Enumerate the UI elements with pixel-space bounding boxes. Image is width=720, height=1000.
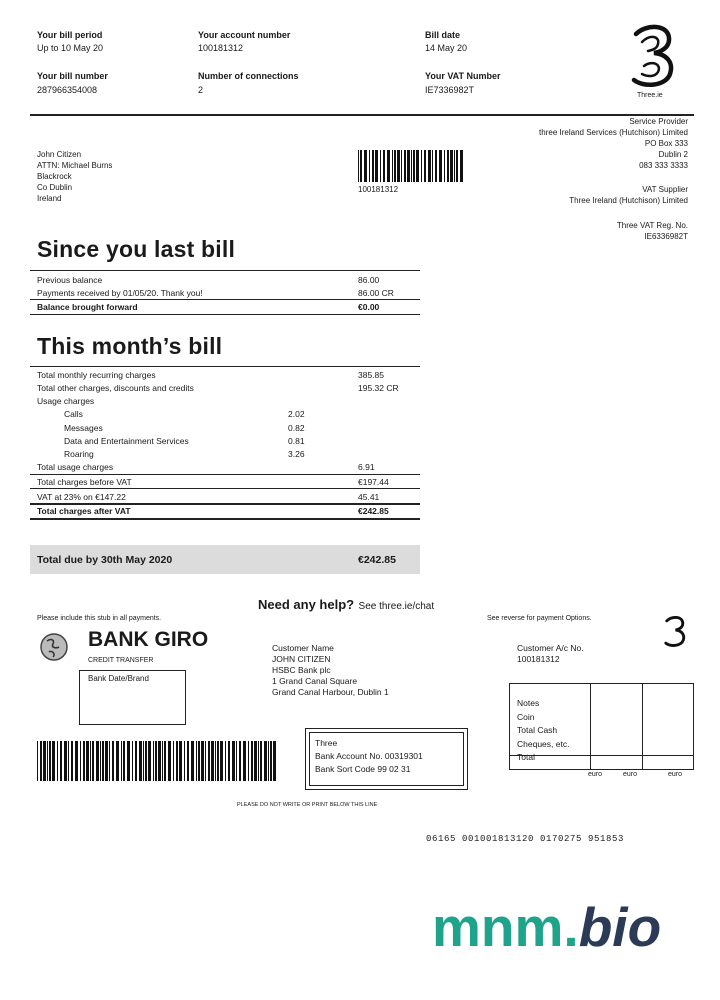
- connections-label: Number of connections: [198, 71, 299, 81]
- watermark-part1: mnm.: [432, 896, 579, 958]
- barcode-bar: [68, 741, 69, 781]
- barcode-bar: [225, 741, 226, 781]
- credit-transfer-subtitle: CREDIT TRANSFER: [88, 657, 154, 664]
- barcode-bar: [168, 741, 171, 781]
- euro-label: euro: [588, 771, 603, 778]
- grid-divider: [642, 684, 643, 769]
- barcode-bar: [392, 150, 393, 182]
- barcode-bar: [176, 741, 178, 781]
- barcode-bar: [164, 741, 166, 781]
- barcode-bar: [424, 150, 426, 182]
- barcode-bar: [155, 741, 157, 781]
- vat-reg-line: Three VAT Reg. No.: [616, 221, 688, 230]
- account-number-label: Your account number: [198, 30, 291, 40]
- barcode-bar: [413, 150, 415, 182]
- provider-line: Service Provider: [629, 117, 688, 126]
- barcode-bar: [102, 741, 104, 781]
- bill-number-value: 287966354008: [37, 85, 98, 95]
- vat-value: 45.41: [358, 492, 380, 502]
- total-usage-label: Total usage charges: [37, 462, 114, 472]
- barcode-bar: [411, 150, 412, 182]
- barcode-bar: [239, 741, 241, 781]
- watermark-part2: bio: [578, 896, 662, 958]
- watermark: [432, 897, 661, 957]
- usage-item-label: Calls: [64, 409, 83, 419]
- barcode-bar: [123, 741, 125, 781]
- barcode-bar: [139, 741, 142, 781]
- barcode-bar: [60, 741, 62, 781]
- barcode-bar: [148, 741, 151, 781]
- customer-address: [37, 149, 112, 204]
- barcode-bar: [191, 741, 194, 781]
- barcode-bar: [401, 150, 402, 182]
- section-divider: [30, 270, 420, 271]
- payment-row-label: Coin: [517, 711, 535, 722]
- before-vat-label: Total charges before VAT: [37, 477, 132, 487]
- giro-barcode: [37, 741, 277, 781]
- help-link[interactable]: See three.ie/chat: [358, 601, 435, 612]
- since-last-bill-title: Since you last bill: [37, 236, 236, 262]
- address-line: Co Dublin: [37, 183, 73, 192]
- provider-line: PO Box 333: [644, 139, 688, 148]
- barcode-bar: [236, 741, 237, 781]
- barcode-bar: [196, 741, 197, 781]
- barcode-bar: [100, 741, 101, 781]
- three-bank-box: [305, 728, 468, 790]
- total-usage-value: 6.91: [358, 462, 375, 472]
- barcode-bar: [215, 741, 216, 781]
- customer-name-label: Customer Name: [272, 643, 334, 653]
- total-due-value: €242.85: [358, 554, 396, 566]
- barcode-bar: [173, 741, 174, 781]
- three-bank-line: Bank Sort Code 99 02 31: [315, 764, 411, 774]
- three-logo-small-icon: [660, 614, 690, 650]
- vat-number-value: IE7336982T: [425, 85, 475, 95]
- do-not-write-note: PLEASE DO NOT WRITE OR PRINT BELOW THIS LINE: [237, 802, 378, 808]
- barcode-bar: [132, 741, 133, 781]
- three-logo: [622, 22, 684, 102]
- giro-account-label: Customer A/c No.: [517, 643, 584, 653]
- barcode-bar: [208, 741, 210, 781]
- bill-number-label: Your bill number: [37, 71, 108, 81]
- total-due-label: Total due by 30th May 2020: [37, 554, 173, 566]
- payment-row-label: Total: [517, 752, 535, 762]
- provider-line: Dublin 2: [658, 150, 688, 159]
- barcode-bar: [254, 741, 257, 781]
- barcode-bar: [394, 150, 396, 182]
- giro-customer-line: 1 Grand Canal Square: [272, 676, 358, 686]
- total-due-band: [30, 545, 420, 574]
- barcode-bar: [217, 741, 219, 781]
- usage-item-value: 3.26: [288, 449, 305, 459]
- barcode-bar: [52, 741, 55, 781]
- giro-customer-line: HSBC Bank plc: [272, 665, 331, 675]
- barcode-bar: [435, 150, 437, 182]
- previous-balance-label: Previous balance: [37, 275, 103, 285]
- barcode-bar: [220, 741, 223, 781]
- barcode-bar: [358, 150, 359, 182]
- giro-customer-line: JOHN CITIZEN: [272, 654, 331, 664]
- euro-label: euro: [668, 771, 683, 778]
- barcode-bar: [450, 150, 453, 182]
- barcode-bar: [270, 741, 272, 781]
- barcode-bar: [369, 150, 370, 182]
- barcode-bar: [80, 741, 81, 781]
- usage-charges-label: Usage charges: [37, 396, 95, 406]
- euro-label: euro: [623, 771, 638, 778]
- barcode-bar: [86, 741, 89, 781]
- other-charges-label: Total other charges, discounts and credits: [37, 383, 194, 393]
- after-vat-value: €242.85: [358, 506, 389, 516]
- payment-row-label: Total Cash: [517, 725, 558, 735]
- barcode-bar: [375, 150, 378, 182]
- vat-reg-line: IE6336982T: [644, 232, 688, 241]
- address-line: ATTN: Michael Burns: [37, 161, 113, 170]
- giro-account-value: 100181312: [517, 654, 560, 664]
- barcode-bar: [112, 741, 114, 781]
- barcode-bar: [211, 741, 214, 781]
- barcode-bar: [372, 150, 374, 182]
- usage-item-label: Roaring: [64, 449, 94, 459]
- bank-giro-title: BANK GIRO: [88, 628, 209, 651]
- barcode-bar: [258, 741, 259, 781]
- address-line: Blackrock: [37, 172, 72, 181]
- payment-labels: [517, 697, 569, 765]
- payment-grid: [509, 683, 694, 770]
- barcode-bar: [454, 150, 455, 182]
- vat-supplier-line: VAT Supplier: [642, 185, 688, 194]
- barcode-bar: [439, 150, 442, 182]
- reverse-note: See reverse for payment Options.: [487, 615, 592, 622]
- barcode-bar: [228, 741, 230, 781]
- barcode-bar: [57, 741, 58, 781]
- barcode-bar: [127, 741, 130, 781]
- section-divider: [30, 366, 420, 367]
- bill-period-value: Up to 10 May 20: [37, 43, 104, 53]
- giro-customer-line: Grand Canal Harbour, Dublin 1: [272, 687, 389, 697]
- giro-customer-block: [272, 643, 389, 698]
- vat-label: VAT at 23% on €147.22: [37, 492, 126, 502]
- barcode-bar: [201, 741, 204, 781]
- barcode-bar: [432, 150, 433, 182]
- barcode-bar: [187, 741, 189, 781]
- ocr-line: 06165 001001813120 0170275 951853: [426, 834, 625, 844]
- barcode-bar: [260, 741, 262, 781]
- three-bank-details: [315, 737, 423, 776]
- barcode-bar: [40, 741, 42, 781]
- barcode-bar: [92, 741, 94, 781]
- vat-number-label: Your VAT Number: [425, 71, 501, 81]
- vat-supplier-block: [428, 184, 688, 206]
- section-divider: [30, 488, 420, 489]
- barcode-bar: [43, 741, 46, 781]
- barcode-bar: [158, 741, 161, 781]
- section-divider: [30, 314, 420, 315]
- barcode-bar: [105, 741, 108, 781]
- barcode-bar: [460, 150, 463, 182]
- bill-date-value: 14 May 20: [425, 43, 468, 53]
- payments-received-value: 86.00 CR: [358, 288, 394, 298]
- giro-account-block: [517, 643, 584, 665]
- bill-date-label: Bill date: [425, 30, 461, 40]
- payment-row-label: Cheques, etc.: [517, 738, 570, 749]
- barcode-bar: [404, 150, 406, 182]
- barcode-bar: [83, 741, 85, 781]
- barcode-bar: [387, 150, 390, 182]
- address-line: Ireland: [37, 194, 62, 203]
- after-vat-label: Total charges after VAT: [37, 506, 131, 516]
- this-month-title: This month’s bill: [37, 333, 223, 359]
- customer-barcode: [358, 150, 463, 182]
- section-divider: [30, 518, 420, 520]
- before-vat-value: €197.44: [358, 477, 389, 487]
- barcode-bar: [135, 741, 137, 781]
- barcode-bar: [243, 741, 246, 781]
- logo-caption: Three.ie: [637, 92, 663, 99]
- section-divider: [30, 299, 420, 300]
- barcode-bar: [447, 150, 449, 182]
- barcode-bar: [71, 741, 73, 781]
- payments-received-label: Payments received by 01/05/20. Thank you!: [37, 288, 203, 298]
- barcode-bar: [416, 150, 419, 182]
- usage-item-value: 0.82: [288, 423, 305, 433]
- barcode-bar: [49, 741, 51, 781]
- vat-supplier-line: Three Ireland (Hutchison) Limited: [569, 196, 688, 205]
- usage-item-label: Messages: [64, 423, 103, 433]
- barcode-bar: [47, 741, 48, 781]
- account-number-value: 100181312: [198, 43, 244, 53]
- barcode-bar: [121, 741, 122, 781]
- three-bank-line: Bank Account No. 00319301: [315, 751, 423, 761]
- barcode-bar: [179, 741, 182, 781]
- barcode-bar: [205, 741, 206, 781]
- payment-row-label: Notes: [517, 698, 540, 708]
- barcode-bar: [251, 741, 253, 781]
- vat-reg-block: [428, 220, 688, 242]
- bank-date-box[interactable]: [79, 670, 186, 725]
- barcode-bar: [444, 150, 445, 182]
- barcode-bar: [145, 741, 147, 781]
- barcode-bar: [360, 150, 362, 182]
- barcode-bar: [407, 150, 410, 182]
- include-stub-note: Please include this stub in all payments.: [37, 615, 162, 622]
- address-line: John Citizen: [37, 150, 82, 159]
- help-line: [258, 596, 434, 614]
- recurring-charges-value: 385.85: [358, 370, 384, 380]
- balance-forward-value: €0.00: [358, 302, 380, 312]
- barcode-bar: [397, 150, 400, 182]
- usage-item-value: 0.81: [288, 436, 305, 446]
- barcode-bar: [75, 741, 78, 781]
- usage-item-value: 2.02: [288, 409, 305, 419]
- bill-period-label: Your bill period: [37, 30, 103, 40]
- barcode-bar: [364, 150, 367, 182]
- barcode-bar: [96, 741, 99, 781]
- barcode-bar: [37, 741, 38, 781]
- barcode-bar: [162, 741, 163, 781]
- barcode-bar: [456, 150, 458, 182]
- three-logo-icon: [622, 22, 684, 92]
- grid-divider: [590, 684, 591, 769]
- barcode-number: 100181312: [358, 185, 399, 194]
- bank-date-label: Bank Date/Brand: [88, 674, 149, 683]
- recurring-charges-label: Total monthly recurring charges: [37, 370, 156, 380]
- barcode-bar: [232, 741, 235, 781]
- provider-line: 083 333 3333: [639, 161, 688, 170]
- globe-icon: [39, 632, 69, 662]
- barcode-bar: [184, 741, 185, 781]
- other-charges-value: 195.32 CR: [358, 383, 399, 393]
- help-heading: Need any help?: [258, 597, 355, 612]
- barcode-bar: [109, 741, 110, 781]
- barcode-bar: [428, 150, 431, 182]
- barcode-bar: [268, 741, 269, 781]
- barcode-bar: [273, 741, 276, 781]
- barcode-bar: [198, 741, 200, 781]
- barcode-bar: [153, 741, 154, 781]
- barcode-bar: [421, 150, 422, 182]
- usage-item-label: Data and Entertainment Services: [64, 436, 189, 446]
- connections-value: 2: [198, 85, 204, 95]
- previous-balance-value: 86.00: [358, 275, 380, 285]
- barcode-bar: [383, 150, 385, 182]
- barcode-bar: [64, 741, 67, 781]
- barcode-bar: [380, 150, 381, 182]
- balance-forward-label: Balance brought forward: [37, 302, 138, 312]
- provider-block: [428, 116, 688, 171]
- barcode-bar: [143, 741, 144, 781]
- provider-line: three Ireland Services (Hutchison) Limited: [539, 128, 688, 137]
- barcode-bar: [264, 741, 267, 781]
- section-divider: [30, 474, 420, 475]
- three-bank-line: Three: [315, 738, 338, 748]
- barcode-bar: [90, 741, 91, 781]
- barcode-bar: [116, 741, 119, 781]
- barcode-bar: [248, 741, 249, 781]
